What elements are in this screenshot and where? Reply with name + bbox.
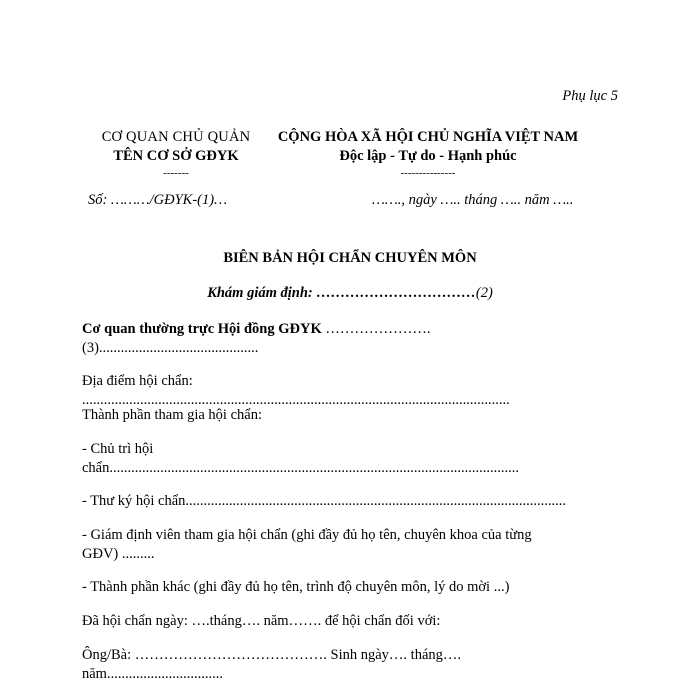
examiners-field-line1: - Giám định viên tham gia hội chẩn (ghi đầy đủ họ tên, chuyên khoa của từng [82, 527, 532, 543]
person-field [82, 646, 622, 684]
agency-header [86, 128, 266, 180]
person-field-line2: năm................................ [82, 666, 223, 682]
chair-field [82, 440, 622, 478]
exam-subject [0, 285, 700, 302]
document-date: ……., ngày ….. tháng ….. năm ….. [372, 192, 574, 208]
facility-name: TÊN CƠ SỞ GĐYK [113, 148, 239, 164]
participants-heading: Thành phần tham gia hội chẩn: [82, 407, 262, 423]
chair-field-line2: chẩn................................................................................................................. [82, 460, 519, 476]
examiners-field [82, 526, 622, 564]
location-field: Địa điểm hội chẩn: ...................................................................................................................... [82, 373, 510, 408]
document-title: BIÊN BẢN HỘI CHẨN CHUYÊN MÔN [223, 250, 477, 266]
governing-agency: CƠ QUAN CHỦ QUẢN [101, 129, 251, 145]
chair-field-line1: - Chủ trì hội [82, 441, 154, 457]
nation-motto: Độc lập - Tự do - Hạnh phúc [339, 148, 517, 164]
motto-rule: --------------- [400, 167, 456, 179]
others-field: - Thành phần khác (ghi đầy đủ họ tên, trình độ chuyên môn, lý do mời ...) [82, 579, 510, 595]
consult-date-field: Đã hội chẩn ngày: ….tháng…. năm……. để hội chẩn đối với: [82, 613, 441, 629]
person-field-line1: Ông/Bà: …………………………………. Sinh ngày…. tháng…. [82, 647, 462, 663]
examiners-field-line2: GĐV) ......... [82, 546, 155, 562]
agency-rule: ------- [163, 167, 189, 179]
agency-field-dots: …………………. [321, 321, 431, 337]
nation-header [258, 128, 598, 180]
annex-label: Phụ lục 5 [562, 88, 618, 104]
exam-subject-note: (2) [475, 285, 493, 301]
agency-field-label: Cơ quan thường trực Hội đồng GĐYK [82, 321, 322, 337]
agency-field-cont: (3)............................................ [82, 340, 259, 356]
secretary-field: - Thư ký hội chẩn......................................................................................................... [82, 493, 567, 509]
document-number: Số: ………/GĐYK-(1)… [88, 192, 227, 208]
agency-field [82, 320, 622, 358]
nation-name: CỘNG HÒA XÃ HỘI CHỦ NGHĨA VIỆT NAM [277, 129, 579, 145]
exam-subject-label: Khám giám định: …………………………… [207, 285, 476, 301]
